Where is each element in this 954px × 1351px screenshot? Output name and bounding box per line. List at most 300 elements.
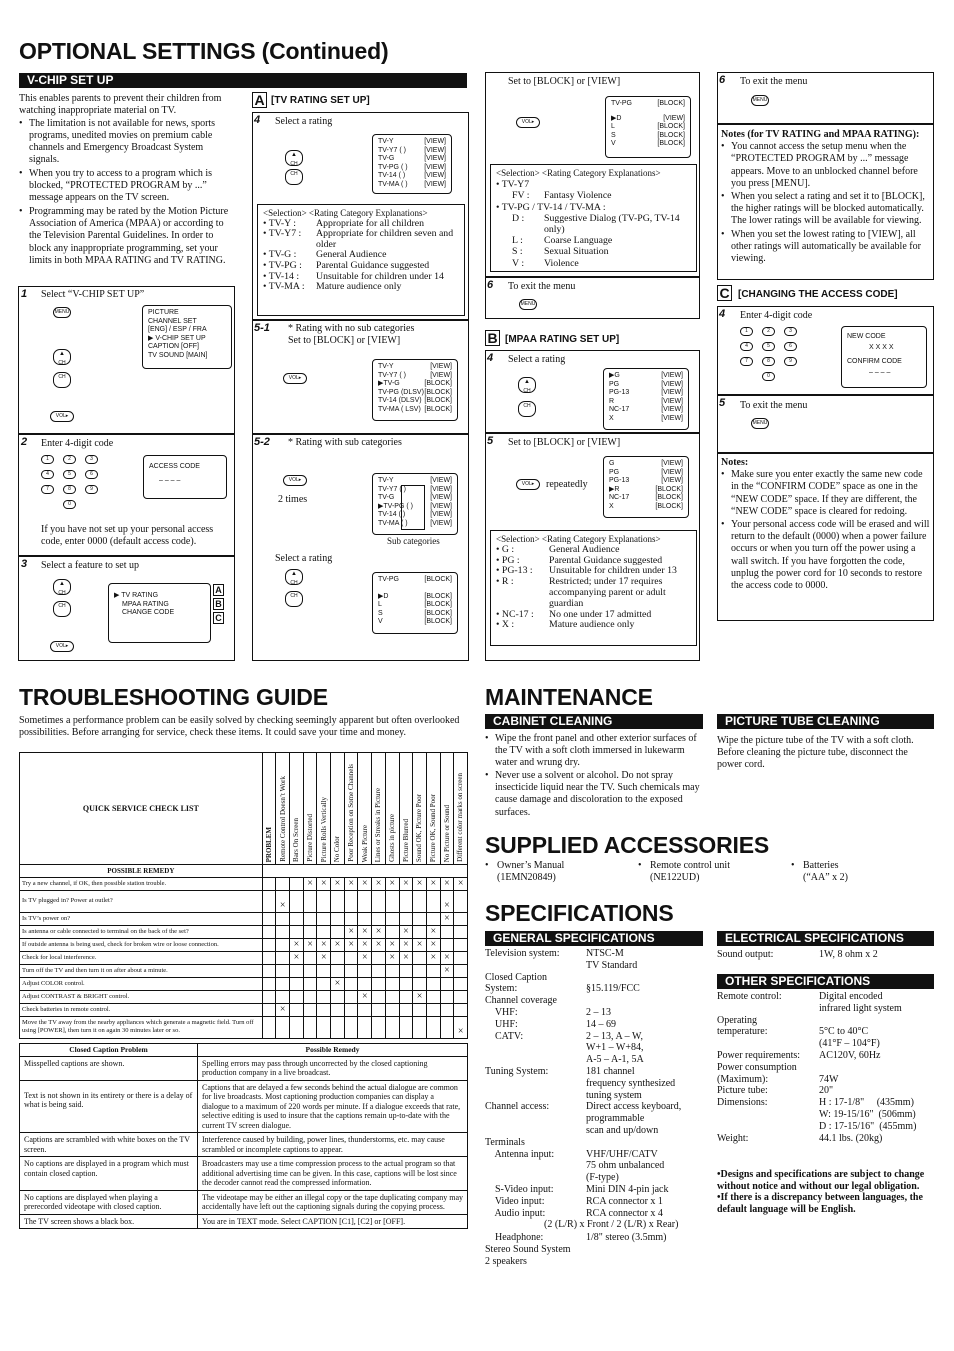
- check-mark: ×: [358, 951, 372, 964]
- explanation-row: [263, 282, 459, 293]
- spec-label: Power requirements:: [717, 1049, 801, 1061]
- row-label: L: [378, 601, 382, 608]
- check-mark: ×: [290, 938, 304, 951]
- key-6[interactable]: 6: [784, 342, 797, 351]
- key-0[interactable]: 0: [762, 372, 775, 381]
- remedy-text: Turn off the TV and then turn it on after about a minute.: [20, 964, 263, 977]
- rating-meaning: Unsuitable for children under 14: [316, 270, 444, 282]
- check-mark: ×: [426, 877, 440, 890]
- cabinet-item: • Wipe the front panel and other exterior surfaces of the TV with a soft cloth immersed in lukewarm water and wrung dry.: [485, 733, 701, 769]
- accessory-item: • Owner’s Manual (1EMN20849): [485, 860, 565, 883]
- rating-code: • R :: [496, 576, 514, 588]
- screen-row: [378, 380, 452, 389]
- check-mark: ×: [331, 977, 345, 990]
- vol-button[interactable]: VOL▸: [283, 373, 307, 384]
- key-5[interactable]: 5: [63, 470, 76, 479]
- problem-header-cell: [454, 753, 468, 865]
- check-mark: ×: [303, 938, 317, 951]
- sub-category-highlight: [401, 485, 425, 530]
- new-code-screen: [841, 326, 927, 388]
- screen-row: [378, 363, 452, 372]
- problem-name: Picture OK, Sound Poor: [429, 793, 438, 862]
- key-7[interactable]: 7: [740, 357, 753, 366]
- remedy-row: [20, 877, 468, 890]
- empty-cell: [426, 890, 440, 912]
- vol-button[interactable]: VOL▸: [50, 641, 74, 652]
- empty-cell: [358, 964, 372, 977]
- empty-cell: [303, 1003, 317, 1016]
- confirm-code-label: CONFIRM CODE: [847, 358, 902, 365]
- rating-code: • NC-17 :: [496, 608, 534, 620]
- rating-meaning: Coarse Language: [544, 235, 613, 247]
- row-label: ▶TV-G: [378, 380, 400, 387]
- remedy-text: Adjust CONTRAST & BRIGHT control.: [20, 990, 263, 1003]
- row-label: TV-Y: [378, 138, 394, 145]
- menu-line: CAPTION [OFF]: [148, 343, 199, 350]
- row-label: PG-13: [609, 389, 630, 396]
- remedy-row: [20, 1003, 468, 1016]
- mpaa-explanations: [490, 530, 697, 646]
- spec-label: Power consumption (Maximum):: [717, 1061, 797, 1085]
- key-7[interactable]: 7: [41, 485, 54, 494]
- problem-header-cell: [399, 753, 413, 865]
- check-mark: ×: [358, 877, 372, 890]
- step-number: 5-1: [254, 322, 270, 334]
- check-mark: ×: [372, 925, 386, 938]
- general-specs-table: [485, 948, 707, 1219]
- spec-value: Direct access keyboard, programmable scan and up/down: [586, 1101, 682, 1136]
- cc-row: [20, 1133, 468, 1157]
- spec-label: Television system:: [485, 948, 560, 959]
- row-value: [VIEW]: [424, 180, 446, 188]
- row-label: R: [609, 397, 615, 405]
- key-2[interactable]: 2: [63, 455, 76, 464]
- empty-cell: [385, 890, 399, 912]
- check-mark: ×: [426, 951, 440, 964]
- spec-row: [485, 972, 707, 996]
- spec-row: [717, 1062, 934, 1086]
- explanation-row: [496, 235, 691, 246]
- spec-value: Digital encoded infrared light system: [819, 991, 902, 1014]
- vchip-bullets: [19, 118, 231, 268]
- rating-code: • G :: [496, 543, 515, 555]
- row-value: [VIEW]: [661, 460, 683, 467]
- problem-header-cell: [317, 753, 331, 865]
- menu-button[interactable]: MENU: [53, 307, 71, 318]
- remedy-text: Try a new channel, if OK, then possible station trouble.: [20, 877, 263, 890]
- remedy-text: Is antenna or cable connected to terminal on the back of the set?: [20, 925, 263, 938]
- row-value: [VIEW]: [661, 389, 683, 396]
- problem-name: No Color: [333, 835, 342, 862]
- spec-value: RCA connector x 1: [586, 1195, 663, 1207]
- ch-up-button[interactable]: ▲ CH: [53, 579, 71, 595]
- tv-rating-step-6: [485, 277, 700, 319]
- rating-explanations: [490, 164, 697, 272]
- empty-cell: [426, 912, 440, 925]
- spec-value: 181 channel frequency synthesized tuning system: [586, 1065, 676, 1101]
- spec-row: [485, 1066, 707, 1101]
- remedy-row: [20, 990, 468, 1003]
- remedy-row: [20, 951, 468, 964]
- empty-cell: [440, 1016, 454, 1038]
- ch-down-button[interactable]: CH: [53, 601, 71, 617]
- spec-label: Audio input:: [485, 1207, 546, 1219]
- empty-cell: [276, 925, 290, 938]
- rating-screen: [372, 359, 458, 421]
- remedy-row: [20, 977, 468, 990]
- check-mark: ×: [413, 938, 427, 951]
- rating-meaning: General Audience: [549, 543, 620, 555]
- problem-name: Picture Distorted: [305, 814, 314, 862]
- empty-cell: [440, 990, 454, 1003]
- empty-cell: [331, 964, 345, 977]
- access-tag: C: [717, 285, 732, 301]
- spec-label: Picture tube:: [717, 1085, 768, 1097]
- step-number: 4: [719, 308, 726, 320]
- check-mark: ×: [303, 877, 317, 890]
- key-4[interactable]: 4: [740, 342, 753, 351]
- ch-up-button[interactable]: ▲ CH: [518, 377, 536, 393]
- empty-cell: [303, 912, 317, 925]
- menu-button[interactable]: MENU: [519, 299, 537, 310]
- key-9[interactable]: 9: [784, 357, 797, 366]
- spec-row: [485, 1208, 707, 1220]
- screen-row: [378, 618, 452, 627]
- empty-cell: [440, 977, 454, 990]
- empty-cell: [399, 1003, 413, 1016]
- mpaa-screen: [603, 456, 689, 518]
- explanations-head: <Selection> <Rating Category Explanations>: [496, 168, 661, 178]
- cabinet-header: CABINET CLEANING: [485, 714, 703, 729]
- check-mark: ×: [440, 964, 454, 977]
- empty-cell: [385, 925, 399, 938]
- empty-cell: [413, 912, 427, 925]
- problem-name: No Picture or Sound: [442, 804, 451, 862]
- check-mark: ×: [358, 925, 372, 938]
- rating-meaning: Restricted; under 17 requires accompanying parent or adult guardian: [549, 576, 666, 609]
- problem-name: Picture Blurred: [401, 819, 410, 862]
- empty-cell: [454, 951, 468, 964]
- problem-name: Ghosts in picture: [388, 814, 396, 862]
- step-number: 6: [719, 74, 726, 86]
- check-mark: ×: [454, 877, 468, 890]
- spec-value: 1/8" stereo (3.5mm): [586, 1232, 667, 1243]
- row-value: [VIEW]: [430, 502, 452, 510]
- empty-cell: [440, 925, 454, 938]
- row-label: ▶G: [609, 372, 620, 379]
- key-1[interactable]: 1: [740, 327, 753, 336]
- rating-screen: [372, 134, 452, 194]
- spec-label: VHF:: [485, 1006, 518, 1018]
- troubleshooting-title: TROUBLESHOOTING GUIDE: [19, 684, 328, 710]
- key-8[interactable]: 8: [63, 485, 76, 494]
- screen-row: [611, 123, 685, 132]
- empty-cell: [454, 964, 468, 977]
- vchip-step-3: [18, 556, 235, 661]
- empty-cell: [358, 1003, 372, 1016]
- row-value: [VIEW]: [663, 114, 685, 122]
- spec-value: [586, 1137, 707, 1149]
- cc-row: [20, 1080, 468, 1133]
- tv-rating-step-5-1: [252, 320, 469, 434]
- tag-b: B: [213, 598, 224, 610]
- empty-cell: [454, 938, 468, 951]
- screen-row: [378, 181, 446, 190]
- key-4[interactable]: 4: [41, 470, 54, 479]
- spec-value: VHF/UHF/CATV 75 ohm unbalanced (F-type): [586, 1148, 665, 1184]
- step-text: Enter 4-digit code: [41, 438, 114, 449]
- check-mark: ×: [399, 877, 413, 890]
- empty-cell: [317, 925, 331, 938]
- menu-button[interactable]: MENU: [751, 95, 769, 106]
- ch-up-button[interactable]: ▲ CH: [53, 349, 71, 365]
- row-value: [VIEW]: [661, 380, 683, 388]
- check-mark: ×: [344, 925, 358, 938]
- spec-row: [717, 1015, 934, 1050]
- spec-row: [485, 1149, 707, 1184]
- empty-cell: [331, 925, 345, 938]
- empty-cell: [276, 877, 290, 890]
- empty-cell: [303, 925, 317, 938]
- row-value: [VIEW]: [661, 468, 683, 476]
- key-6[interactable]: 6: [85, 470, 98, 479]
- notes-list: [721, 141, 930, 265]
- row-label: TV-PG (DLSV): [378, 388, 424, 396]
- remedy-row: [20, 925, 468, 938]
- step-text: * Rating with no sub categories: [288, 323, 415, 334]
- accessory-item: • Remote control unit (NE122UD): [638, 860, 730, 883]
- explanation-row: [496, 545, 691, 556]
- screen-row: [378, 372, 452, 381]
- empty-cell: [454, 912, 468, 925]
- explanation-row: [496, 179, 691, 190]
- step-number: 2: [21, 436, 28, 448]
- electrical-specs-header: ELECTRICAL SPECIFICATIONS: [717, 931, 934, 946]
- check-mark: ×: [331, 938, 345, 951]
- spec-row: [485, 1007, 707, 1019]
- empty-cell: [303, 990, 317, 1003]
- cabinet-list: [485, 733, 701, 820]
- spec-row: [485, 948, 707, 972]
- key-9[interactable]: 9: [85, 485, 98, 494]
- problem-column-cell: [262, 938, 276, 951]
- row-value: [BLOCK]: [655, 502, 683, 510]
- footnote: •If there is a discrepancy between languages, the default language will be English.: [717, 1192, 923, 1216]
- access-step-4: [717, 306, 934, 395]
- select-rating-text: Select a rating: [275, 553, 333, 564]
- problem-column-cell: [262, 951, 276, 964]
- spec-label: Operating temperature:: [717, 1014, 768, 1038]
- vol-button[interactable]: VOL▸: [516, 117, 540, 128]
- row-value: [BLOCK]: [657, 100, 685, 107]
- empty-cell: [426, 990, 440, 1003]
- spec-row: [717, 1097, 934, 1132]
- menu-line: ▶ V-CHIP SET UP: [148, 334, 206, 342]
- row-label: NC-17: [609, 494, 630, 501]
- empty-cell: [372, 977, 386, 990]
- screen-row: [378, 155, 446, 164]
- check-mark: ×: [385, 951, 399, 964]
- rating-code: • TV-Y :: [263, 217, 297, 229]
- key-2[interactable]: 2: [762, 327, 775, 336]
- row-label: NC-17: [609, 406, 630, 413]
- remedy-row: [20, 912, 468, 925]
- key-3[interactable]: 3: [784, 327, 797, 336]
- row-label: TV-PG ( ): [378, 163, 408, 171]
- explanation-row: [496, 246, 691, 257]
- key-3[interactable]: 3: [85, 455, 98, 464]
- key-5[interactable]: 5: [762, 342, 775, 351]
- mpaa-tag: B: [485, 330, 500, 346]
- empty-cell: [276, 964, 290, 977]
- empty-cell: [290, 912, 304, 925]
- problem-header-cell: [276, 753, 290, 865]
- rating-code: • TV-PG / TV-14 / TV-MA :: [496, 201, 606, 213]
- screen-row: [378, 138, 446, 147]
- check-mark: ×: [426, 938, 440, 951]
- menu-line: CHANNEL SET: [148, 317, 197, 325]
- empty-cell: [331, 1003, 345, 1016]
- problem-name: Weak Picture: [360, 824, 369, 862]
- spec-label: UHF:: [485, 1018, 518, 1030]
- row-value: [VIEW]: [424, 163, 446, 171]
- rating-code: • TV-G :: [263, 249, 297, 261]
- right-step-6: [717, 72, 934, 124]
- empty-cell: [303, 977, 317, 990]
- closed-caption-table: [19, 1043, 468, 1229]
- access-code-screen: [143, 455, 227, 499]
- screen-row: [378, 406, 452, 415]
- remedy-text: Check batteries in remote control.: [20, 1003, 263, 1016]
- problem-column-cell: [262, 990, 276, 1003]
- key-0[interactable]: 0: [63, 500, 76, 509]
- step-text: To exit the menu: [740, 400, 808, 411]
- row-label: S: [611, 131, 616, 139]
- row-label: ▶D: [611, 114, 622, 122]
- cc-rows: [20, 1056, 468, 1229]
- row-label: X: [609, 414, 614, 422]
- access-header: [CHANGING THE ACCESS CODE]: [738, 289, 898, 300]
- cc-remedy: Broadcasters may use a time compression process to the actual program so that additional advertising time can be given. In this case, captions will be lost since the decoder cannot read the compressed information.: [198, 1157, 468, 1191]
- tv-rating-step-4: [252, 112, 469, 320]
- menu-line: [ENG] / ESP / FRA: [148, 326, 207, 333]
- new-code-label: NEW CODE: [847, 333, 886, 340]
- general-specs-table-2: [485, 1232, 707, 1267]
- row-value: [BLOCK]: [424, 380, 452, 387]
- empty-cell: [290, 1016, 304, 1038]
- row-value: [BLOCK]: [657, 140, 685, 147]
- ch-up-button[interactable]: ▲ CH: [285, 150, 303, 166]
- problem-header-cell: [290, 753, 304, 865]
- ch-down-button[interactable]: CH: [285, 591, 303, 607]
- vol-button[interactable]: VOL▸: [283, 475, 307, 486]
- rating-code: • TV-14 :: [263, 270, 300, 282]
- empty-cell: [399, 912, 413, 925]
- menu-line: TV SOUND [MAIN]: [148, 351, 208, 359]
- rating-code: D :: [512, 212, 525, 224]
- check-mark: ×: [276, 1003, 290, 1016]
- ch-down-button[interactable]: CH: [53, 372, 71, 388]
- spec-value: 1W, 8 ohm x 2: [819, 949, 878, 960]
- empty-cell: [317, 1003, 331, 1016]
- vol-button[interactable]: VOL▸: [516, 479, 540, 490]
- spec-value: §15.119/FCC: [586, 983, 640, 995]
- explanations-head: <Selection> <Rating Category Explanations>: [496, 534, 661, 544]
- key-8[interactable]: 8: [762, 357, 775, 366]
- empty-cell: [399, 990, 413, 1003]
- remedy-row: [20, 964, 468, 977]
- empty-cell: [290, 1003, 304, 1016]
- spec-value: AC120V, 60Hz: [819, 1049, 881, 1061]
- problem-header-cell: [426, 753, 440, 865]
- rating-code: • PG :: [496, 554, 520, 566]
- ch-down-button[interactable]: CH: [285, 169, 303, 185]
- ch-up-button[interactable]: ▲ CH: [285, 569, 303, 585]
- specs-title: SPECIFICATIONS: [485, 900, 674, 926]
- check-mark: ×: [331, 877, 345, 890]
- step-text: Set to [BLOCK] or [VIEW]: [508, 76, 621, 87]
- notes-title: Notes:: [721, 457, 749, 468]
- rating-notes: [717, 124, 934, 280]
- rating-code: • TV-Y7 :: [263, 228, 302, 240]
- problem-column-cell: [262, 1016, 276, 1038]
- empty-cell: [440, 1003, 454, 1016]
- empty-cell: [358, 912, 372, 925]
- ch-down-button[interactable]: CH: [518, 401, 536, 417]
- empty-cell: [454, 890, 468, 912]
- rating-meaning: Parental Guidance suggested: [316, 259, 430, 271]
- spec-value: [586, 995, 707, 1007]
- empty-cell: [372, 1016, 386, 1038]
- empty-cell: [413, 890, 427, 912]
- explanation-row: [263, 261, 459, 272]
- step-text: Select a rating: [508, 354, 566, 365]
- row-label: TV-14 ( ): [378, 172, 406, 179]
- explanation-row: [496, 577, 691, 609]
- problem-name: Sound OK, Picture Poor: [415, 793, 424, 862]
- problem-header-cell: [440, 753, 454, 865]
- check-mark: ×: [399, 925, 413, 938]
- spec-label: Antenna input:: [485, 1148, 555, 1160]
- cc-row: [20, 1190, 468, 1214]
- spec-label: Channel access:: [485, 1101, 550, 1113]
- empty-cell: [290, 977, 304, 990]
- check-mark: ×: [440, 912, 454, 925]
- rating-code: • TV-PG :: [263, 259, 302, 271]
- audio-extra: (2 (L/R) x Front / 2 (L/R) x Rear): [544, 1219, 679, 1230]
- screen-row: [609, 415, 683, 424]
- row-value: [VIEW]: [430, 511, 452, 518]
- empty-cell: [413, 977, 427, 990]
- rating-code: • X :: [496, 619, 515, 631]
- menu-button[interactable]: MENU: [751, 418, 769, 429]
- cc-problem: No captions are displayed in a program which must contain closed caption.: [20, 1157, 198, 1191]
- spec-footnotes: [717, 1169, 937, 1216]
- vol-button[interactable]: VOL▸: [50, 411, 74, 422]
- explanation-row: [496, 620, 691, 631]
- row-label: L: [611, 123, 615, 130]
- key-1[interactable]: 1: [41, 455, 54, 464]
- rating-code: • PG-13 :: [496, 565, 533, 577]
- row-value: [VIEW]: [430, 477, 452, 484]
- notes-title: Notes (for TV RATING and MPAA RATING):: [721, 129, 920, 140]
- vchip-bullet: • The limitation is not available for news, sports programs, unedited movies on premium cable channels and Emergency Broadcast System signals.: [19, 118, 231, 167]
- remedy-text: Check for local interference.: [20, 951, 263, 964]
- row-label: TV-14 (DLSV): [378, 397, 422, 404]
- empty-cell: [454, 990, 468, 1003]
- rating-code: • TV-MA :: [263, 281, 305, 293]
- screen-row: [609, 486, 683, 495]
